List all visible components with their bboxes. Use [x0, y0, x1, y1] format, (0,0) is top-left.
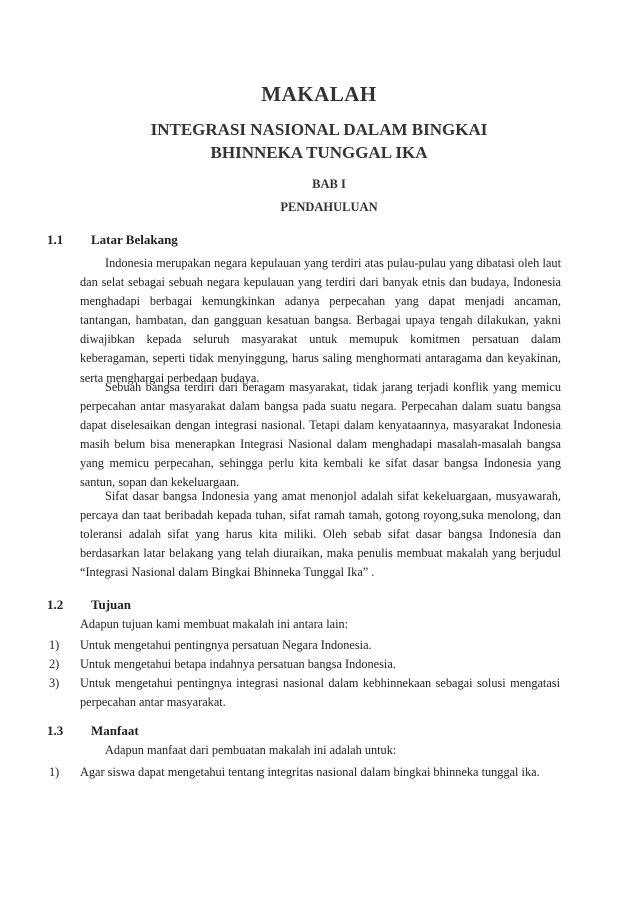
list-marker: 3) — [49, 676, 60, 690]
section-heading-latar-belakang — [47, 232, 178, 248]
section-heading-tujuan — [47, 597, 131, 613]
paragraph: Indonesia merupakan negara kepulauan yang terdiri atas pulau-pulau yang dibatasi oleh laut dan selat sebagai sebuah negara kepulauan yang terdiri dari banyak etnis dan budaya, Indonesia menghadapi berbagai kemungkinkan adanya perpecahan yang dapat menjadi ancaman, tantangan, hambatan, dan gangguan kesatuan bangsa. Berbagai upaya tengah dilakukan, yakni diwajibkan kepada seluruh masyarakat untuk memupuk komitmen persatuan dalam keberagaman, seperti tidak menyinggung, harus saling menghormati antaragama dan keyakinan, serta menghargai perbedaan budaya. — [80, 256, 561, 385]
section-title: Latar Belakang — [91, 232, 178, 247]
document-subtitle-line-2: BHINNEKA TUNGGAL IKA — [210, 143, 428, 162]
section-number: 1.1 — [47, 232, 64, 247]
section-intro: Adapun manfaat dari pembuatan makalah ini adalah untuk: — [105, 743, 397, 757]
section-number: 1.3 — [47, 723, 64, 738]
section-title: Manfaat — [91, 723, 139, 738]
chapter-title: PENDAHULUAN — [280, 200, 378, 214]
section-number: 1.2 — [47, 597, 64, 612]
list-marker: 1) — [49, 765, 60, 779]
list-marker: 2) — [49, 657, 60, 671]
list-item-text: Untuk mengetahui betapa indahnya persatuan bangsa Indonesia. — [80, 657, 396, 671]
list-item-text: Untuk mengetahui pentingnya persatuan Negara Indonesia. — [80, 638, 372, 652]
list-marker: 1) — [49, 638, 60, 652]
section-intro: Adapun tujuan kami membuat makalah ini antara lain: — [80, 617, 349, 631]
document-subtitle-line-1: INTEGRASI NASIONAL DALAM BINGKAI — [150, 120, 488, 139]
document-title: MAKALAH — [261, 82, 377, 106]
paragraph: Sifat dasar bangsa Indonesia yang amat menonjol adalah sifat kekeluargaan, musyawarah, percaya dan taat beribadah kepada tuhan, sifat ramah tamah, gotong royong,suka menolong, dan toleransi adalah sifat yang harus kita miliki. Oleh sebab sifat dasar bangsa Indonesia dan berdasarkan latar belakang yang telah diuraikan, maka penulis membuat makalah yang berjudul “Integrasi Nasional dalam Bingkai Bhinneka Tunggal Ika” . — [80, 489, 561, 580]
chapter-number: BAB I — [312, 177, 346, 191]
section-heading-manfaat — [47, 723, 139, 739]
paragraph: Sebuah bangsa terdiri dari beragam masyarakat, tidak jarang terjadi konflik yang memicu perpecahan antar masyarakat dalam bangsa pada suatu negara. Perpecahan dalam suatu bangsa dapat diselesaikan dengan integrasi nasional. Tetapi dalam kenyataannya, masyarakat Indonesia masih belum bisa menerapkan Integrasi Nasional dalam menghadapi masalah-masalah bangsa yang memicu perpecahan, sehingga perlu kita kembali ke sifat dasar bangsa Indonesia yang santun, sopan dan kekeluargaan. — [80, 380, 561, 490]
list-item-text: Untuk mengetahui pentingnya integrasi nasional dalam kebhinnekaan sebagai solusi mengatasi perpecahan antar masyarakat. — [80, 676, 560, 710]
section-title: Tujuan — [91, 597, 131, 612]
list-item-text: Agar siswa dapat mengetahui tentang integritas nasional dalam bingkai bhinneka tunggal ika. — [80, 765, 540, 779]
